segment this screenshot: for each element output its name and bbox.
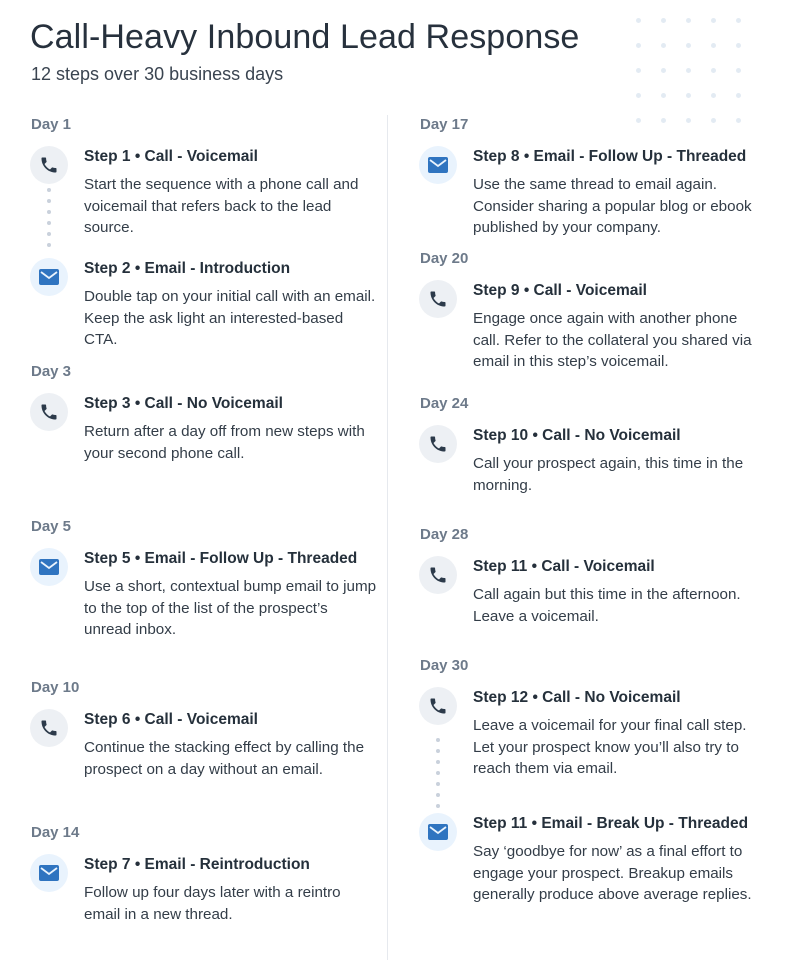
decorative-dot: [636, 18, 641, 23]
step-description: Double tap on your initial call with an email. Keep the ask light an interested-based CTA.: [84, 288, 376, 348]
day-label: Day 1: [31, 116, 72, 133]
step-title: Step 1 • Call - Voicemail: [84, 148, 258, 165]
decorative-dot: [661, 43, 666, 48]
step-description: Use the same thread to email again. Consider sharing a popular blog or ebook published by your company.: [473, 176, 752, 236]
decorative-dot: [711, 43, 716, 48]
step-description: Use a short, contextual bump email to jump to the top of the list of the prospect’s unread inbox.: [84, 578, 377, 638]
sequence-step: [84, 147, 379, 239]
step-title: Step 7 • Email - Reintroduction: [84, 856, 310, 873]
sequence-step: [84, 549, 379, 641]
step-description: Call your prospect again, this time in the morning.: [473, 455, 744, 494]
decorative-dot: [661, 93, 666, 98]
step-title: Step 6 • Call - Voicemail: [84, 711, 258, 728]
decorative-dot: [661, 118, 666, 123]
step-description: Leave a voicemail for your final call step. Let your prospect know you’ll also try to reach them via email.: [473, 717, 747, 777]
step-description: Call again but this time in the afternoon. Leave a voicemail.: [473, 586, 741, 625]
step-description: Say ‘goodbye for now’ as a final effort to engage your prospect. Breakup emails generally produce above average replies.: [473, 843, 752, 903]
connector-dots: [47, 188, 51, 254]
decorative-dot: [636, 93, 641, 98]
envelope-icon: [30, 258, 68, 296]
decorative-dot-grid: [630, 12, 760, 132]
sequence-step: [473, 688, 768, 780]
step-description: Continue the stacking effect by calling the prospect on a day without an email.: [84, 739, 365, 778]
sequence-step: [473, 147, 768, 239]
phone-icon: [419, 687, 457, 725]
phone-icon: [30, 393, 68, 431]
step-title: Step 11 • Email - Break Up - Threaded: [473, 815, 749, 832]
step-title: Step 10 • Call - No Voicemail: [473, 427, 681, 444]
decorative-dot: [711, 93, 716, 98]
decorative-dot: [636, 43, 641, 48]
sequence-step: [84, 394, 379, 464]
step-title: Step 12 • Call - No Voicemail: [473, 689, 681, 706]
envelope-icon: [419, 813, 457, 851]
decorative-dot: [661, 68, 666, 73]
page-title: Call-Heavy Inbound Lead Response: [30, 18, 580, 56]
phone-icon: [30, 709, 68, 747]
sequence-step: [473, 281, 768, 373]
decorative-dot: [736, 68, 741, 73]
decorative-dot: [686, 18, 691, 23]
phone-icon: [30, 146, 68, 184]
phone-icon: [419, 556, 457, 594]
column-divider: [387, 115, 388, 960]
decorative-dot: [711, 18, 716, 23]
day-label: Day 14: [31, 824, 80, 841]
decorative-dot: [661, 18, 666, 23]
phone-icon: [419, 425, 457, 463]
day-label: Day 24: [420, 395, 469, 412]
step-description: Return after a day off from new steps with your second phone call.: [84, 423, 365, 462]
connector-dots: [436, 738, 440, 808]
step-title: Step 3 • Call - No Voicemail: [84, 395, 283, 412]
decorative-dot: [686, 43, 691, 48]
sequence-step: [84, 855, 379, 925]
day-label: Day 10: [31, 679, 80, 696]
step-title: Step 8 • Email - Follow Up - Threaded: [473, 148, 747, 165]
decorative-dot: [636, 118, 641, 123]
step-title: Step 5 • Email - Follow Up - Threaded: [84, 550, 358, 567]
decorative-dot: [736, 43, 741, 48]
envelope-icon: [30, 548, 68, 586]
day-label: Day 30: [420, 657, 469, 674]
envelope-icon: [419, 146, 457, 184]
decorative-dot: [711, 118, 716, 123]
sequence-step: [473, 426, 768, 496]
day-label: Day 17: [420, 116, 469, 133]
step-description: Engage once again with another phone call. Refer to the collateral you shared via email in this step’s voicemail.: [473, 310, 752, 370]
day-label: Day 5: [31, 518, 72, 535]
decorative-dot: [686, 68, 691, 73]
decorative-dot: [736, 93, 741, 98]
decorative-dot: [736, 18, 741, 23]
day-label: Day 28: [420, 526, 469, 543]
decorative-dot: [711, 68, 716, 73]
decorative-dot: [686, 118, 691, 123]
phone-icon: [419, 280, 457, 318]
step-description: Follow up four days later with a reintro email in a new thread.: [84, 884, 341, 923]
step-title: Step 9 • Call - Voicemail: [473, 282, 647, 299]
step-title: Step 2 • Email - Introduction: [84, 260, 291, 277]
decorative-dot: [686, 93, 691, 98]
sequence-step: [473, 557, 768, 627]
sequence-step: [473, 814, 768, 906]
sequence-step: [84, 710, 379, 780]
page-subtitle: 12 steps over 30 business days: [31, 64, 284, 84]
decorative-dot: [736, 118, 741, 123]
day-label: Day 20: [420, 250, 469, 267]
step-title: Step 11 • Call - Voicemail: [473, 558, 655, 575]
step-description: Start the sequence with a phone call and voicemail that refers back to the lead source.: [84, 176, 359, 236]
envelope-icon: [30, 854, 68, 892]
decorative-dot: [636, 68, 641, 73]
day-label: Day 3: [31, 363, 72, 380]
sequence-step: [84, 259, 379, 351]
